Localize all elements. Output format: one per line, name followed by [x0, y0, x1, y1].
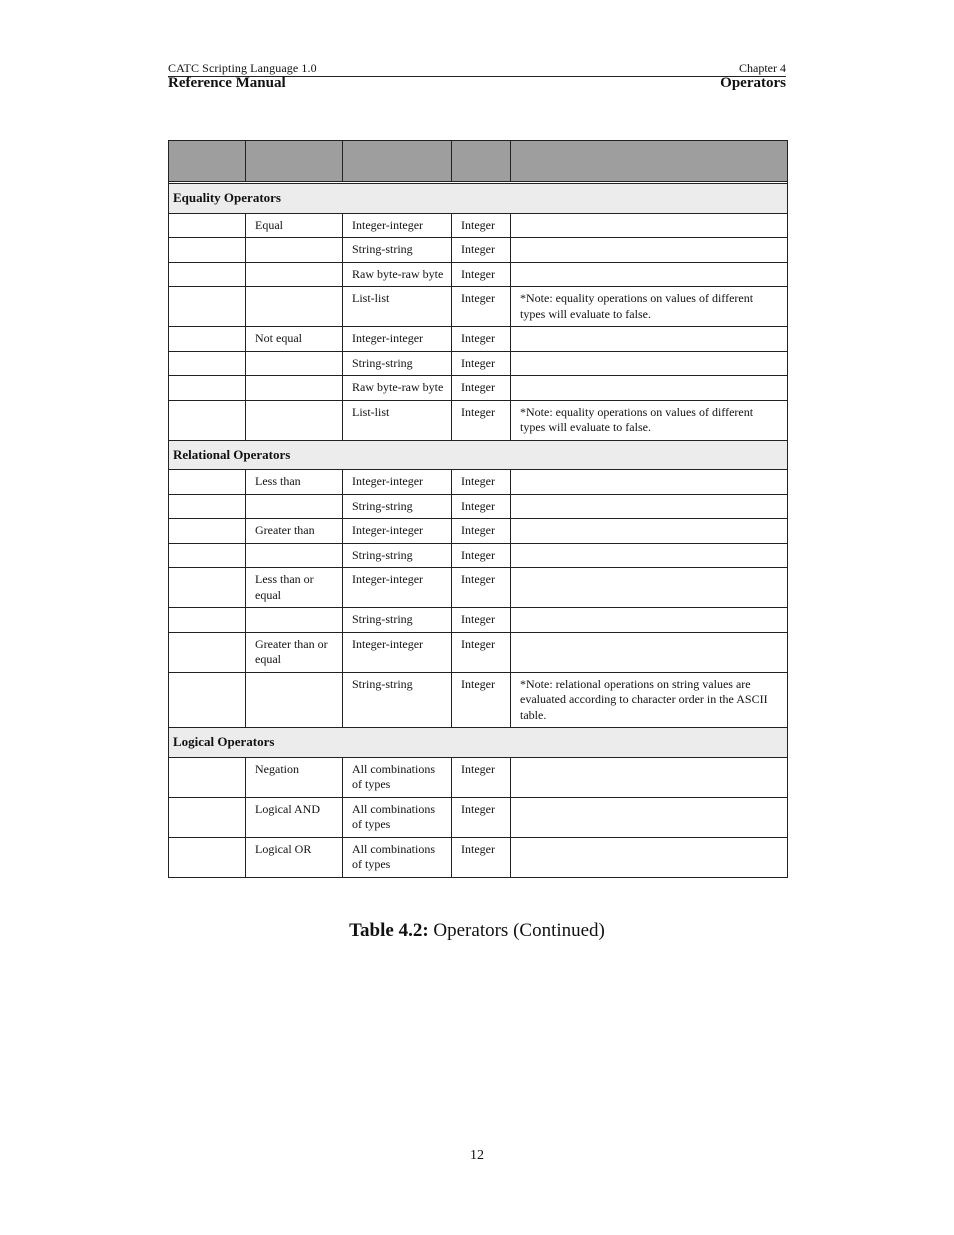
cell-operator — [246, 287, 343, 327]
cell-comments: *Note: relational operations on string values are evaluated according to character order in the ASCII table. — [511, 672, 788, 728]
cell-blank — [169, 632, 246, 672]
caption-text: Operators (Continued) — [428, 920, 605, 941]
cell-operator — [246, 543, 343, 568]
cell-blank — [169, 376, 246, 401]
cell-result-type: Integer — [452, 672, 511, 728]
table-row — [169, 262, 788, 287]
cell-operator — [246, 376, 343, 401]
cell-operator — [246, 400, 343, 440]
cell-result-type: Integer — [452, 757, 511, 797]
table-row — [169, 797, 788, 837]
caption-label: Table 4.2: — [349, 920, 429, 941]
table-row — [169, 519, 788, 544]
table-caption — [0, 920, 954, 942]
cell-comments — [511, 797, 788, 837]
cell-operand-types: List-list — [343, 287, 452, 327]
table-row — [169, 238, 788, 263]
cell-result-type: Integer — [452, 519, 511, 544]
cell-comments — [511, 757, 788, 797]
cell-result-type: Integer — [452, 494, 511, 519]
cell-comments — [511, 543, 788, 568]
cell-operand-types: Integer-integer — [343, 632, 452, 672]
cell-result-type: Integer — [452, 376, 511, 401]
cell-comments — [511, 632, 788, 672]
cell-comments — [511, 327, 788, 352]
table-row — [169, 608, 788, 633]
cell-operator — [246, 494, 343, 519]
cell-operator: Less than or equal — [246, 568, 343, 608]
cell-result-type: Integer — [452, 351, 511, 376]
header-cell — [511, 141, 788, 182]
section-row — [169, 184, 788, 214]
cell-operator: Negation — [246, 757, 343, 797]
page-number: 12 — [470, 1148, 484, 1163]
cell-operand-types: Raw byte-raw byte — [343, 376, 452, 401]
cell-comments — [511, 568, 788, 608]
section-title: Relational Operators — [169, 440, 788, 470]
table-row — [169, 494, 788, 519]
cell-comments — [511, 262, 788, 287]
cell-blank — [169, 470, 246, 495]
table-row — [169, 287, 788, 327]
cell-operand-types: Integer-integer — [343, 213, 452, 238]
cell-comments — [511, 494, 788, 519]
header-cell — [343, 141, 452, 182]
cell-comments — [511, 351, 788, 376]
table-row — [169, 327, 788, 352]
table-row — [169, 351, 788, 376]
running-header-section: Operators — [720, 75, 786, 91]
table-row — [169, 757, 788, 797]
cell-result-type: Integer — [452, 632, 511, 672]
cell-blank — [169, 543, 246, 568]
cell-operator: Greater than or equal — [246, 632, 343, 672]
cell-blank — [169, 400, 246, 440]
cell-blank — [169, 238, 246, 263]
table-row — [169, 470, 788, 495]
cell-comments — [511, 376, 788, 401]
cell-operand-types: String-string — [343, 238, 452, 263]
cell-operand-types: All combinations of types — [343, 797, 452, 837]
cell-comments — [511, 238, 788, 263]
cell-operator — [246, 351, 343, 376]
cell-operator: Greater than — [246, 519, 343, 544]
cell-result-type: Integer — [452, 287, 511, 327]
cell-operator — [246, 672, 343, 728]
cell-operator: Logical OR — [246, 837, 343, 877]
cell-result-type: Integer — [452, 568, 511, 608]
cell-blank — [169, 327, 246, 352]
running-header-title: CATC Scripting Language 1.0 — [168, 61, 317, 75]
cell-operand-types: String-string — [343, 494, 452, 519]
cell-comments — [511, 837, 788, 877]
cell-operand-types: All combinations of types — [343, 837, 452, 877]
cell-blank — [169, 608, 246, 633]
cell-result-type: Integer — [452, 327, 511, 352]
cell-operator: Equal — [246, 213, 343, 238]
running-header-chapter: Chapter 4 — [739, 61, 786, 75]
cell-operand-types: String-string — [343, 543, 452, 568]
cell-blank — [169, 797, 246, 837]
cell-operator: Logical AND — [246, 797, 343, 837]
table-row — [169, 568, 788, 608]
section-row — [169, 728, 788, 758]
cell-operator — [246, 608, 343, 633]
cell-blank — [169, 494, 246, 519]
cell-result-type: Integer — [452, 608, 511, 633]
cell-blank — [169, 757, 246, 797]
cell-operand-types: All combinations of types — [343, 757, 452, 797]
running-header-manual: Reference Manual — [168, 75, 286, 91]
cell-result-type: Integer — [452, 262, 511, 287]
table-row — [169, 376, 788, 401]
cell-blank — [169, 519, 246, 544]
cell-operator: Not equal — [246, 327, 343, 352]
table-row — [169, 632, 788, 672]
cell-operand-types: Integer-integer — [343, 327, 452, 352]
cell-comments: *Note: equality operations on values of different types will evaluate to false. — [511, 400, 788, 440]
cell-operand-types: String-string — [343, 672, 452, 728]
table-row — [169, 543, 788, 568]
cell-result-type: Integer — [452, 837, 511, 877]
cell-operand-types: String-string — [343, 351, 452, 376]
operators-table — [168, 140, 788, 878]
section-row — [169, 440, 788, 470]
header-cell — [246, 141, 343, 182]
cell-blank — [169, 213, 246, 238]
cell-blank — [169, 351, 246, 376]
cell-comments — [511, 213, 788, 238]
header-cell — [452, 141, 511, 182]
cell-comments — [511, 470, 788, 495]
cell-blank — [169, 837, 246, 877]
cell-result-type: Integer — [452, 213, 511, 238]
cell-operator: Less than — [246, 470, 343, 495]
cell-result-type: Integer — [452, 797, 511, 837]
cell-comments — [511, 519, 788, 544]
cell-comments — [511, 608, 788, 633]
cell-operator — [246, 262, 343, 287]
table-header — [169, 141, 788, 182]
section-title: Equality Operators — [169, 184, 788, 214]
table-row — [169, 672, 788, 728]
cell-operator — [246, 238, 343, 263]
table-body — [169, 182, 788, 878]
cell-result-type: Integer — [452, 543, 511, 568]
cell-blank — [169, 262, 246, 287]
cell-operand-types: List-list — [343, 400, 452, 440]
cell-result-type: Integer — [452, 238, 511, 263]
cell-blank — [169, 287, 246, 327]
cell-result-type: Integer — [452, 400, 511, 440]
cell-operand-types: Integer-integer — [343, 470, 452, 495]
cell-operand-types: String-string — [343, 608, 452, 633]
cell-result-type: Integer — [452, 470, 511, 495]
table-row — [169, 213, 788, 238]
table-row — [169, 837, 788, 877]
cell-blank — [169, 568, 246, 608]
cell-operand-types: Raw byte-raw byte — [343, 262, 452, 287]
cell-operand-types: Integer-integer — [343, 568, 452, 608]
section-title: Logical Operators — [169, 728, 788, 758]
cell-blank — [169, 672, 246, 728]
header-cell — [169, 141, 246, 182]
table-row — [169, 400, 788, 440]
cell-comments: *Note: equality operations on values of different types will evaluate to false. — [511, 287, 788, 327]
cell-operand-types: Integer-integer — [343, 519, 452, 544]
